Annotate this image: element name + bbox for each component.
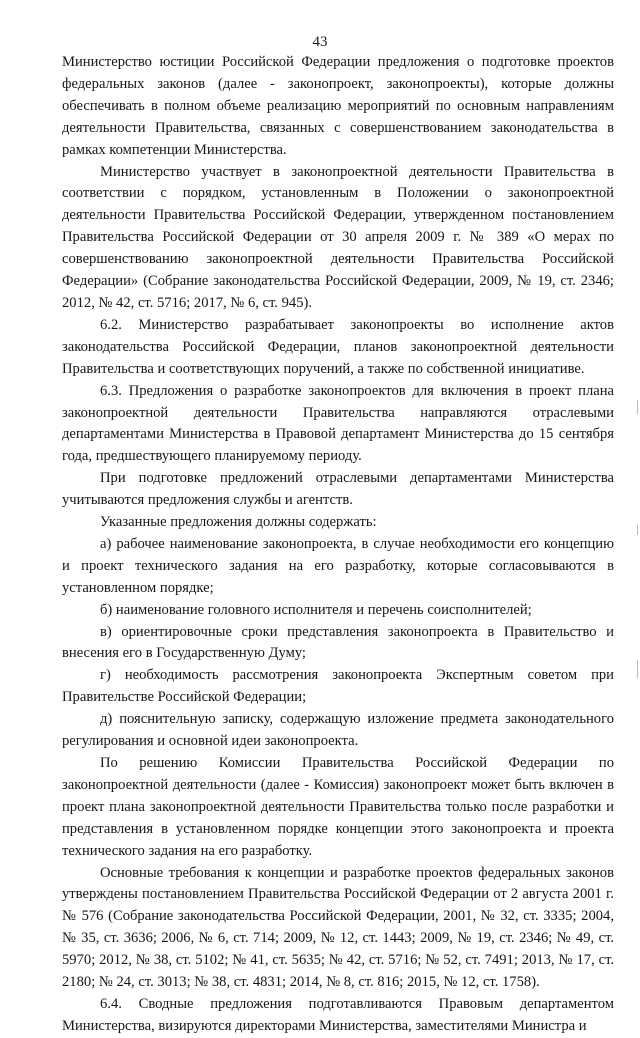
paragraph-proposals-contain: Указанные предложения должны содержать: (100, 514, 377, 531)
paragraph-basic-requirements: Основные требования к концепции и разработке проектов федеральных законов утверждены постановлением Правительства Российской Федерации от 2 августа 2001 г. № 576 (Собрание законодательства Российской Федерации, 2001, № 32, ст. 3335; 2004, № 35, ст. 3636; 2006, № 6, ст. 714; 2009, № 12, ст. 1443; 2009, № 19, ст. 2346; № 49, ст. 5970; 2012, № 38, ст. 5102; № 41, ст. 5635; № 42, ст. 5716; № 52, ст. 7491; 2013, № 17, ст. 2180; № 24, ст. 3013; № 38, ст. 4831; 2014, № 8, ст. 816; 2015, № 12, ст. 1758). (62, 864, 614, 991)
paragraph-intro-continuation: Министерство юстиции Российской Федерации предложения о подготовке проектов федеральных законов (далее - законопроект, законопроекты), которые должны обеспечивать в полном объеме реализацию мероприятий по основным направлениям деятельности Правительства, связанных с совершенствованием законодательства в рамках компетенции Министерства. (62, 54, 614, 158)
list-item-a: а) рабочее наименование законопроекта, в случае необходимости его концепцию и проект технического задания на его разработку, которые согласовываются в установленном порядке; (62, 535, 614, 596)
document-body (62, 52, 614, 1038)
paragraph-commission-decision: По решению Комиссии Правительства Российской Федерации по законопроектной деятельности (далее - Комиссия) законопроект может быть включен в проект плана законопроектной деятельности Правительства только после разработки и представления в установленном порядке концепции этого законопроекта и проекта технического задания на его разработку. (62, 755, 614, 859)
scan-edge-mark (637, 400, 638, 414)
paragraph-services-agencies: При подготовке предложений отраслевыми департаментами Министерства учитываются предложения службы и агентств. (62, 470, 614, 509)
paragraph-6-2: 6.2. Министерство разрабатывает законопроекты во исполнение актов законодательства Российской Федерации, планов законопроектной деятельности Правительства и соответствующих поручений, а также по собственной инициативе. (62, 316, 614, 377)
scan-edge-mark (637, 525, 638, 535)
list-item-v: в) ориентировочные сроки представления законопроекта в Правительство и внесения его в Государственную Думу; (62, 623, 614, 662)
list-item-g: г) необходимость рассмотрения законопроекта Экспертным советом при Правительстве Российской Федерации; (62, 667, 614, 706)
paragraph-ministry-participation: Министерство участвует в законопроектной деятельности Правительства в соответствии с порядком, установленным в Положении о законопроектной деятельности Правительства Российской Федерации, утвержденном постановлением Правительства Российской Федерации от 30 апреля 2009 г. № 389 «О мерах по совершенствованию законопроектной деятельности Правительства Российской Федерации» (Собрание законодательства Российской Федерации, 2009, № 19, ст. 2346; 2012, № 42, ст. 5716; 2017, № 6, ст. 945). (62, 163, 614, 311)
scan-edge-mark (637, 660, 638, 678)
list-item-d: д) пояснительную записку, содержащую изложение предмета законодательного регулирования и основной идеи законопроекта. (62, 711, 614, 750)
paragraph-6-4: 6.4. Сводные предложения подготавливаются Правовым департаментом Министерства, визируются директорами Министерства, заместителями Министра и (62, 995, 614, 1034)
paragraph-6-3: 6.3. Предложения о разработке законопроектов для включения в проект плана законопроектной деятельности Правительства направляются отраслевыми департаментами Министерства в Правовой департамент Министерства до 15 сентября года, предшествующего планируемому периоду. (62, 382, 614, 465)
list-item-b: б) наименование головного исполнителя и перечень соисполнителей; (100, 601, 532, 618)
page-number: 43 (312, 34, 328, 50)
